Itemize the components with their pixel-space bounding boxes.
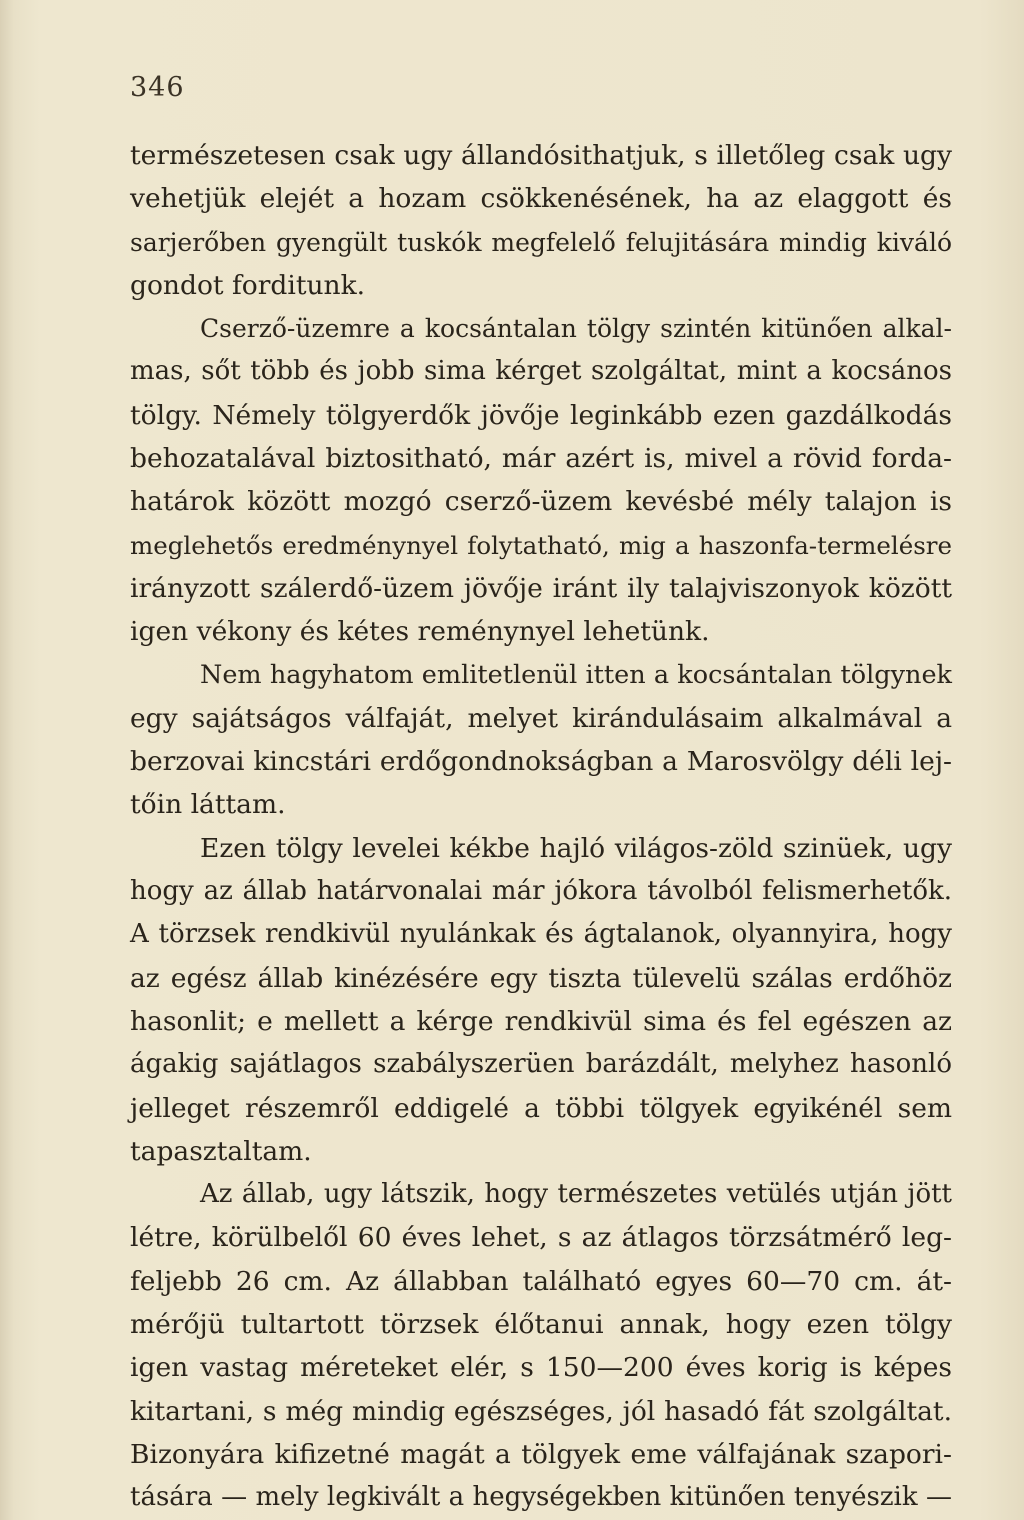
text-line: Ezen tölgy levelei kékbe hajló világos-zöld szinüek, ugy bbox=[200, 832, 952, 864]
text-line: jelleget részemről eddigelé a többi tölgyek egyikénél sem bbox=[130, 1092, 952, 1124]
text-line: Az állab, ugy látszik, hogy természetes vetülés utján jött bbox=[200, 1179, 952, 1210]
text-line: behozatalával biztositható, már azért is, mivel a rövid forda- bbox=[130, 443, 952, 475]
text-line: meglehetős eredménynyel folytatható, mig a haszonfa-termelésre bbox=[130, 530, 952, 560]
text-line: Nem hagyhatom emlitetlenül itten a kocsántalan tölgynek bbox=[200, 659, 952, 690]
text-line: Cserző-üzemre a kocsántalan tölgy szintén kitünően alkal- bbox=[200, 314, 952, 344]
text-line: határok között mozgó cserző-üzem kevésbé mély talajon is bbox=[130, 486, 952, 518]
text-line: tapasztaltam. bbox=[130, 1135, 312, 1167]
text-line: gondot forditunk. bbox=[130, 269, 366, 301]
text-line: mas, sőt több és jobb sima kérget szolgáltat, mint a kocsános bbox=[130, 356, 952, 387]
text-line: tőin láttam. bbox=[130, 789, 286, 821]
text-line: feljebb 26 cm. Az állabban található egyes 60—70 cm. át- bbox=[130, 1265, 952, 1297]
body-text bbox=[130, 134, 952, 1520]
text-line: hasonlit; e mellett a kérge rendkivül sima és fel egészen az bbox=[130, 1005, 952, 1037]
text-line: létre, körülbelől 60 éves lehet, s az átlagos törzsátmérő leg- bbox=[130, 1222, 952, 1254]
text-line: sarjerőben gyengült tuskók megfelelő felujitására mindig kiváló bbox=[130, 227, 952, 257]
text-line: Bizonyára kifizetné magát a tölgyek eme válfajának szapori- bbox=[130, 1438, 952, 1470]
text-line: egy sajátságos válfaját, melyet kirándulásaim alkalmával a bbox=[130, 702, 952, 734]
text-line: természetesen csak ugy állandósithatjuk, s illetőleg csak ugy bbox=[130, 140, 952, 171]
text-line: tására — mely legkivált a hegységekben kitünően tenyészik — bbox=[130, 1482, 952, 1513]
text-line: ágakig sajátlagos szabályszerüen barázdált, melyhez hasonló bbox=[130, 1049, 952, 1080]
text-line: tölgy. Némely tölgyerdők jövője leginkább ezen gazdálkodás bbox=[130, 399, 952, 431]
text-line: igen vastag méreteket elér, s 150—200 éves korig is képes bbox=[130, 1352, 952, 1384]
page-number: 346 bbox=[130, 72, 185, 103]
text-line: vehetjük elejét a hozam csökkenésének, ha az elaggott és bbox=[130, 183, 952, 215]
text-line: berzovai kincstári erdőgondnokságban a Marosvölgy déli lej- bbox=[130, 746, 952, 778]
text-line: kitartani, s még mindig egészséges, jól hasadó fát szolgáltat. bbox=[130, 1395, 952, 1427]
text-line: mérőjü tultartott törzsek élőtanui annak, hogy ezen tölgy bbox=[130, 1309, 952, 1341]
text-line: hogy az állab határvonalai már jókora távolból felismerhetők. bbox=[130, 876, 952, 907]
text-line: irányzott szálerdő-üzem jövője iránt ily talajviszonyok között bbox=[130, 572, 952, 604]
text-line: igen vékony és kétes reménynyel lehetünk. bbox=[130, 616, 710, 648]
text-line: az egész állab kinézésére egy tiszta tülevelü szálas erdőhöz bbox=[130, 962, 952, 994]
text-line: A törzsek rendkivül nyulánkak és ágtalanok, olyannyira, hogy bbox=[130, 919, 952, 950]
